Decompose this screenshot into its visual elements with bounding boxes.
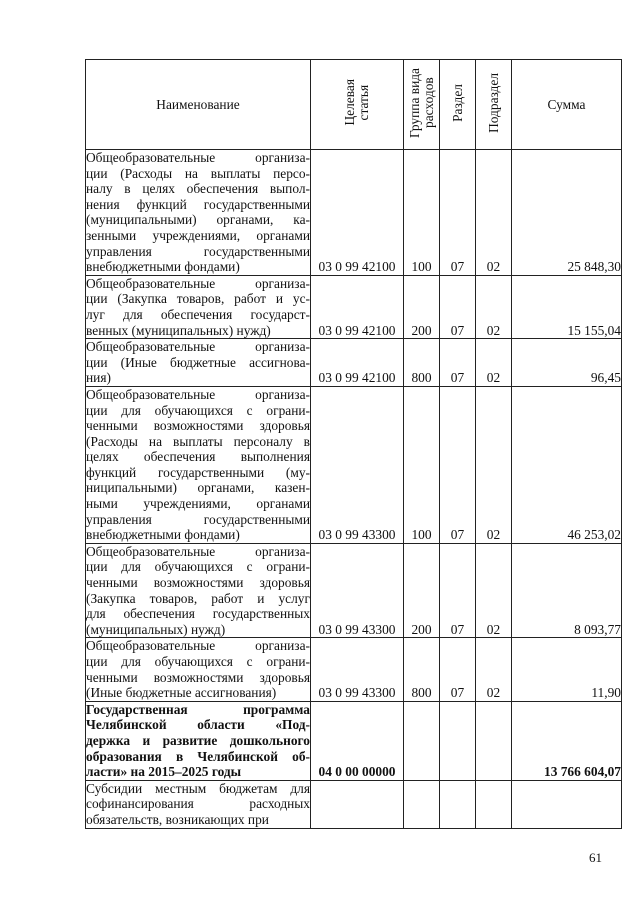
row-name bbox=[86, 780, 311, 828]
table-row bbox=[86, 638, 622, 701]
row-name-line: (Расходы на выплаты персоналу в bbox=[86, 433, 310, 449]
row-name bbox=[86, 339, 311, 387]
row-target-code: 03 0 99 43300 bbox=[311, 386, 404, 543]
row-section: 07 bbox=[440, 339, 476, 387]
row-name bbox=[86, 701, 311, 780]
row-name-line: (муниципальных) нужд) bbox=[86, 621, 226, 637]
row-group: 100 bbox=[404, 150, 440, 276]
row-name-line: Общеобразовательные организа- bbox=[86, 150, 310, 165]
row-target-code: 03 0 99 42100 bbox=[311, 150, 404, 276]
header-sum-label: Сумма bbox=[547, 96, 586, 112]
table-row bbox=[86, 780, 622, 828]
header-target-label bbox=[343, 79, 371, 126]
row-name-line: софинансирования расходных bbox=[86, 796, 310, 812]
row-group: 800 bbox=[404, 638, 440, 701]
row-target-code: 03 0 99 42100 bbox=[311, 275, 404, 338]
row-target-code bbox=[311, 780, 404, 828]
row-group: 800 bbox=[404, 339, 440, 387]
row-name-line: Общеобразовательные организа- bbox=[86, 275, 310, 291]
row-name-line: держка и развитие дошкольного bbox=[86, 732, 310, 748]
row-sum: 25 848,30 bbox=[512, 150, 622, 276]
row-name-line: (муниципальными) органами, ка- bbox=[86, 212, 310, 228]
table-row bbox=[86, 339, 622, 387]
table-row bbox=[86, 150, 622, 276]
row-sum: 15 155,04 bbox=[512, 275, 622, 338]
row-name-line: ченными возможностями здоровья bbox=[86, 575, 310, 591]
row-name-line: ченными возможностями здоровья bbox=[86, 418, 310, 434]
row-name-line: (Иные бюджетные ассигнования) bbox=[86, 685, 277, 701]
row-subsection bbox=[476, 780, 512, 828]
row-sum bbox=[512, 780, 622, 828]
row-name-line: венных (муниципальных) нужд) bbox=[86, 322, 271, 338]
row-subsection: 02 bbox=[476, 339, 512, 387]
header-group-line1: Группа вида bbox=[406, 67, 422, 138]
row-name-line: Общеобразовательные организа- bbox=[86, 386, 310, 402]
row-name-line: (Закупка товаров, работ и услуг bbox=[86, 590, 310, 606]
row-name-line: Государственная программа bbox=[86, 701, 310, 717]
row-subsection: 02 bbox=[476, 275, 512, 338]
row-name bbox=[86, 638, 311, 701]
row-sum: 46 253,02 bbox=[512, 386, 622, 543]
row-group bbox=[404, 780, 440, 828]
row-group: 200 bbox=[404, 543, 440, 638]
row-name-line: управления государственными bbox=[86, 511, 310, 527]
row-name-line: налу в целях обеспечения выпол- bbox=[86, 181, 310, 197]
row-section: 07 bbox=[440, 275, 476, 338]
row-target-code: 03 0 99 43300 bbox=[311, 543, 404, 638]
row-name-line: ния) bbox=[86, 370, 111, 386]
row-name-line: Челябинской области «Под- bbox=[86, 717, 310, 733]
row-name bbox=[86, 543, 311, 638]
row-sum: 96,45 bbox=[512, 339, 622, 387]
header-section-label: Раздел bbox=[449, 83, 465, 122]
row-name-line: нения функций государственными bbox=[86, 196, 310, 212]
row-name-line: обязательств, возникающих при bbox=[86, 811, 269, 827]
row-name-line: Общеобразовательные организа- bbox=[86, 339, 310, 355]
row-group: 200 bbox=[404, 275, 440, 338]
header-subsection-label: Подраздел bbox=[485, 72, 501, 133]
row-name-line: внебюджетными фондами) bbox=[86, 527, 240, 543]
row-name-line: ции (Закупка товаров, работ и ус- bbox=[86, 291, 310, 307]
row-section bbox=[440, 780, 476, 828]
header-sum bbox=[512, 60, 622, 150]
row-name-line: Общеобразовательные организа- bbox=[86, 638, 310, 654]
row-subsection: 02 bbox=[476, 638, 512, 701]
row-name-line: ными учреждениями, органами bbox=[86, 496, 310, 512]
row-name-line: целях обеспечения выполнения bbox=[86, 449, 310, 465]
row-target-code: 04 0 00 00000 bbox=[311, 701, 404, 780]
row-name-line: функций государственными (му- bbox=[86, 464, 310, 480]
row-name-line: ции для обучающихся с ограни- bbox=[86, 654, 310, 669]
header-name bbox=[86, 60, 311, 150]
table-row bbox=[86, 543, 622, 638]
header-name-label: Наименование bbox=[156, 96, 240, 112]
row-subsection bbox=[476, 701, 512, 780]
row-name bbox=[86, 386, 311, 543]
row-name-line: образования в Челябинской об- bbox=[86, 748, 310, 764]
header-section bbox=[440, 60, 476, 150]
row-name-line: внебюджетными фондами) bbox=[86, 259, 240, 275]
table-row bbox=[86, 275, 622, 338]
page-number: 61 bbox=[589, 850, 602, 865]
row-name-line: ции для обучающихся с ограни- bbox=[86, 559, 310, 575]
table-body bbox=[86, 150, 622, 829]
row-target-code: 03 0 99 43300 bbox=[311, 638, 404, 701]
row-name-line: ченными возможностями здоровья bbox=[86, 669, 310, 685]
row-sum: 11,90 bbox=[512, 638, 622, 701]
header-target-line1: Целевая bbox=[342, 79, 357, 126]
row-name-line: ции (Иные бюджетные ассигнова- bbox=[86, 354, 310, 370]
header-group-line2: расходов bbox=[420, 77, 436, 129]
header-target bbox=[311, 60, 404, 150]
row-target-code: 03 0 99 42100 bbox=[311, 339, 404, 387]
row-name-line: ции (Расходы на выплаты персо- bbox=[86, 165, 310, 181]
row-subsection: 02 bbox=[476, 543, 512, 638]
row-name-line: ции для обучающихся с ограни- bbox=[86, 402, 310, 418]
row-section: 07 bbox=[440, 638, 476, 701]
row-name bbox=[86, 275, 311, 338]
row-sum: 8 093,77 bbox=[512, 543, 622, 638]
row-subsection: 02 bbox=[476, 150, 512, 276]
row-name-line: луг для обеспечения государст- bbox=[86, 306, 310, 322]
row-name-line: зенными учреждениями, органами bbox=[86, 227, 310, 243]
row-name-line: ниципальными) органами, казен- bbox=[86, 480, 310, 496]
row-name-line: Субсидии местным бюджетам для bbox=[86, 780, 310, 796]
budget-table bbox=[85, 59, 622, 829]
row-name-line: управления государственными bbox=[86, 243, 310, 259]
row-subsection: 02 bbox=[476, 386, 512, 543]
header-group bbox=[404, 60, 440, 150]
row-section: 07 bbox=[440, 543, 476, 638]
row-name bbox=[86, 150, 311, 276]
header-group-label bbox=[408, 68, 436, 138]
table-row bbox=[86, 386, 622, 543]
row-sum: 13 766 604,07 bbox=[512, 701, 622, 780]
row-section bbox=[440, 701, 476, 780]
row-group bbox=[404, 701, 440, 780]
row-name-line: Общеобразовательные организа- bbox=[86, 543, 310, 559]
header-subsection bbox=[476, 60, 512, 150]
row-name-line: ласти» на 2015–2025 годы bbox=[86, 764, 242, 780]
table-row bbox=[86, 701, 622, 780]
row-section: 07 bbox=[440, 386, 476, 543]
table-header-row bbox=[86, 60, 622, 150]
row-name-line: для обеспечения государственных bbox=[86, 606, 310, 622]
row-group: 100 bbox=[404, 386, 440, 543]
row-section: 07 bbox=[440, 150, 476, 276]
header-target-line2: статья bbox=[356, 84, 371, 121]
